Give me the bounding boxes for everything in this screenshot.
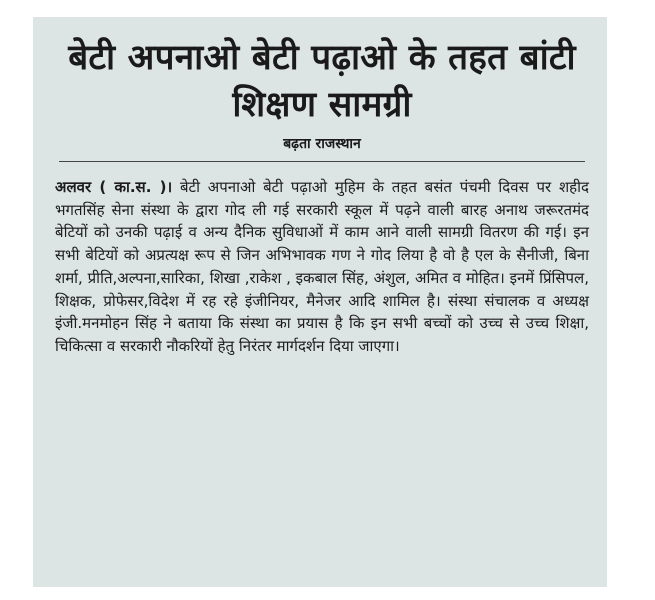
byline: बढ़ता राजस्थान	[283, 136, 361, 152]
newspaper-clipping	[33, 17, 607, 587]
divider	[59, 161, 585, 162]
article-text: बेटी अपनाओ बेटी पढ़ाओ मुहिम के तहत बसंत पंचमी दिवस पर शहीद भगतसिंह सेना संस्था के द्वारा गोद ली गई सरकारी स्कूल में पढ़ने वाली बारह अनाथ जरूरतमंद बेटियों को उनकी पढ़ाई व अन्य दैनिक सुविधाओं में काम आने वाली सामग्री वितरण की गई। इन सभी बेटियों को अप्रत्यक्ष रूप से जिन अभिभावक गण ने गोद लिया है वो है एल के सैनीजी, बिना शर्मा, प्रीति,अल्पना,सारिका, शिखा ,राकेश , इकबाल सिंह, अंशुल, अमित व मोहित। इनमें प्रिंसिपल, शिक्षक, प्रोफेसर,विदेश में रह रहे इंजीनियर, मैनेजर आदि शामिल है। संस्था संचालक व अध्यक्ष इंजी.मनमोहन सिंह ने बताया कि संस्था का प्रयास है कि इन सभी बच्चों को उच्च से उच्च शिक्षा, चिकित्सा व सरकारी नौकरियों हेतु निरंतर मार्गदर्शन दिया जाएगा।	[55, 178, 589, 355]
dateline: अलवर ( का.स. )।	[55, 178, 173, 196]
headline: बेटी अपनाओ बेटी पढ़ाओ के तहत बांटी शिक्षण सामग्री	[68, 38, 576, 125]
article-body	[55, 176, 589, 358]
